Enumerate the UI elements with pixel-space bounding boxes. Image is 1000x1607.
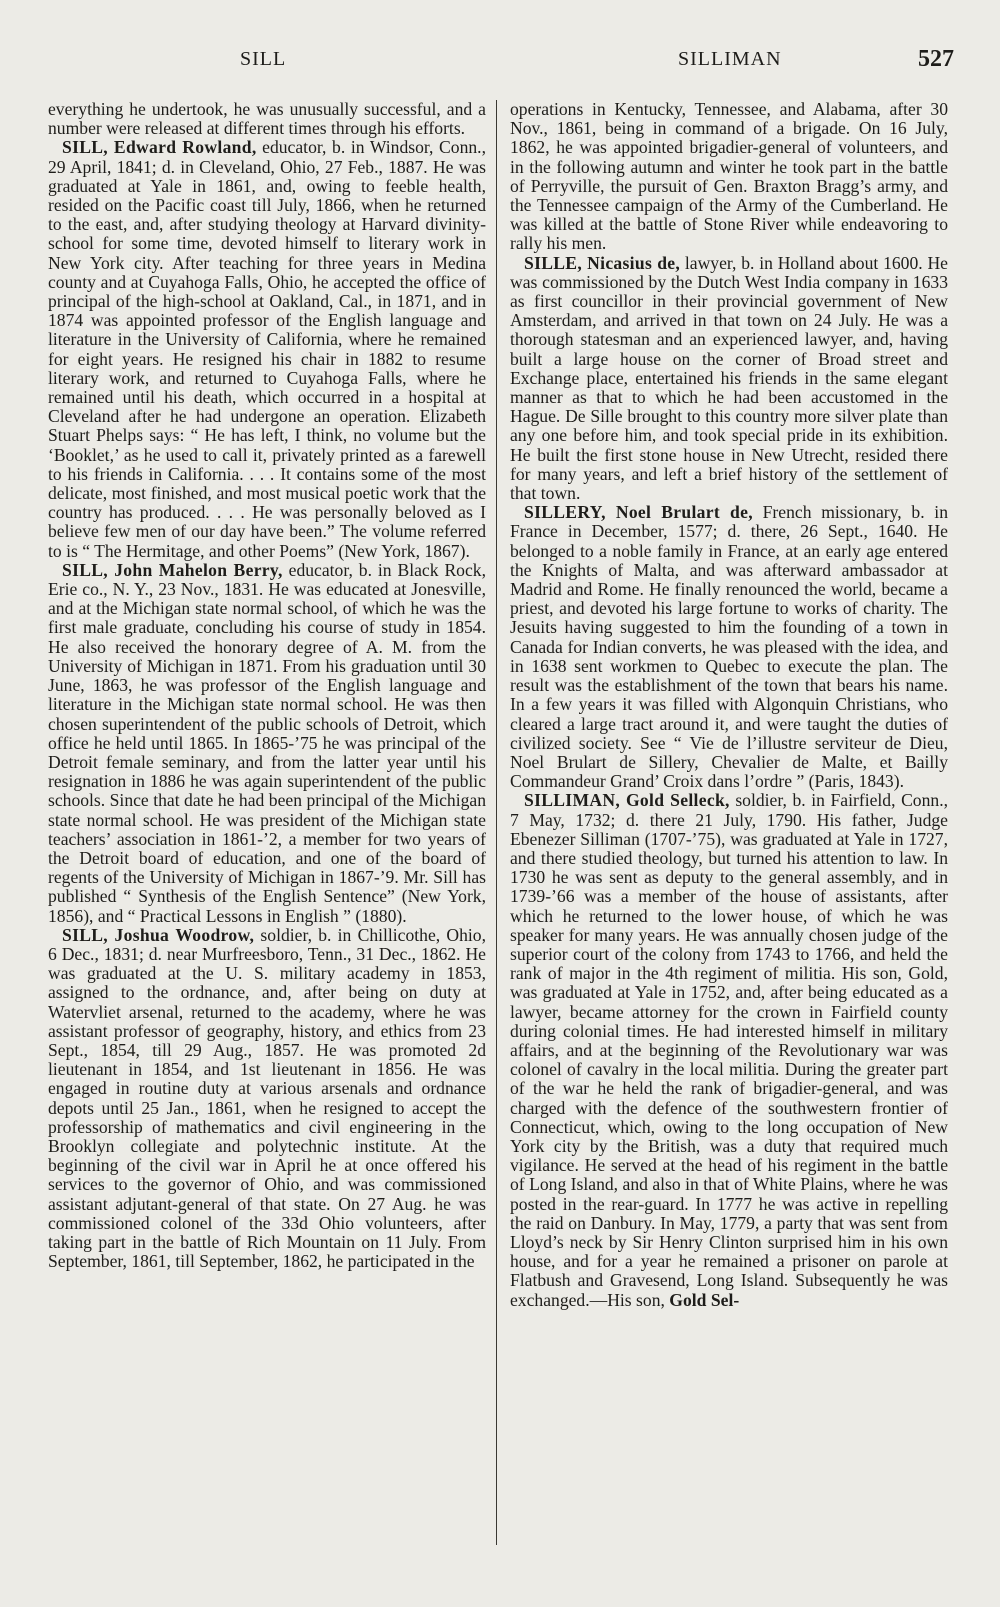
right-column <box>510 100 948 1310</box>
entry-headword: SILLE, Nicasius de, <box>524 252 681 273</box>
running-head-left: SILL <box>240 48 287 70</box>
entry-text: soldier, b. in Chillicothe, Ohio, 6 Dec., 1831; d. near Murfreesboro, Tenn., 31 Dec., 1862. He was graduated at the U. S. military academy in 1853, assigned to the ordnance, and, after being on duty at Watervliet arsenal, returned to the academy, where he was assistant professor of geography, history, and ethics from 23 Sept., 1854, till 29 Aug., 1857. He was promoted 2d lieutenant in 1854, and 1st lieutenant in 1856. He was engaged in routine duty at various arsenals and ordnance depots until 25 Jan., 1861, when he resigned to accept the professorship of mathematics and civil engineering in the Brooklyn collegiate and polytechnic institute. At the beginning of the civil war in April he at once offered his services to the governor of Ohio, and was commissioned assistant adjutant-general of that state. On 27 Aug. he was commissioned colonel of the 33d Ohio volunteers, after taking part in the battle of Rich Mountain on 11 July. From September, 1861, till September, 1862, he participated in the <box>48 924 486 1272</box>
left-column <box>48 100 486 1271</box>
entry-continuation <box>48 100 486 138</box>
entry-text: soldier, b. in Fairfield, Conn., 7 May, 1732; d. there 21 July, 1790. His father, Judge Ebenezer Silliman (1707-’75), was graduated at Yale in 1727, and there studied theology, but turned his attention to law. In 1730 he was sent as deputy to the general assembly, and in 1739-’66 was a member of the house of assistants, after which he returned to the lower house, of which he was speaker for many years. He was annually chosen judge of the superior court of the colony from 1743 to 1766, and held the rank of major in the 4th regiment of militia. His son, Gold, was graduated at Yale in 1752, and, after being educated as a lawyer, became attorney for the crown in Fairfield county during colonial times. He had interested himself in military affairs, and at the beginning of the Revolutionary war was colonel of cavalry in the local militia. During the greater part of the war he held the rank of brigadier-general, and was charged with the defence of the southwestern frontier of Connecticut, which, owing to the long occupation of New York city by the British, was a duty that required much vigilance. He served at the head of his regiment in the battle of Long Island, and also in that of White Plains, where he was posted in the rear-guard. In 1777 he was active in repelling the raid on Danbury. In May, 1779, a party that was sent from Lloyd’s neck by Sir Henry Clinton surprised him in his own house, and for a year he remained a prisoner on parole at Flatbush and Gravesend, Long Island. Subsequently he was exchanged.—His son, <box>510 790 948 1310</box>
running-head <box>0 48 1000 78</box>
entry-headword: SILL, John Mahelon Berry, <box>62 559 283 580</box>
entry-text: lawyer, b. in Holland about 1600. He was commissioned by the Dutch West India company in 1633 as first councillor in their provincial government of New Amsterdam, and arrived in that town on 24 July. He was a thorough statesman and an experienced lawyer, and, having built a large house on the corner of Broad street and Exchange place, entertained his friends in the same elegant manner as that to which he had been accustomed in the Hague. De Sille brought to this country more silver plate than any one before him, and took special pride in its exhibition. He built the first stone house in New Utrecht, resided there for many years, and left a brief history of the settlement of that town. <box>510 252 948 504</box>
entry-headword: SILLERY, Noel Brulart de, <box>524 502 753 523</box>
page-number: 527 <box>918 46 954 72</box>
entry <box>510 791 948 1309</box>
entry-headword: SILLIMAN, Gold Selleck, <box>524 790 730 811</box>
entry-trailing-headword: Gold Sel- <box>669 1289 740 1310</box>
entry-text: operations in Kentucky, Tennessee, and Alabama, after 30 Nov., 1861, being in command of a brigade. On 16 July, 1862, he was appointed brigadier-general of volunteers, and in the following autumn and winter he took part in the battle of Perryville, the pursuit of Gen. Braxton Bragg’s army, and the Tennessee campaign of the Army of the Cumberland. He was killed at the battle of Stone River while endeavoring to rally his men. <box>510 99 948 254</box>
entry <box>48 138 486 560</box>
entry <box>48 561 486 926</box>
entry-continuation <box>510 100 948 254</box>
entry <box>510 254 948 504</box>
entry-text: everything he undertook, he was unusually successful, and a number were released at different times through his efforts. <box>48 99 486 139</box>
entry-text: French missionary, b. in France in December, 1577; d. there, 26 Sept., 1640. He belonged to a noble family in France, at an early age entered the Knights of Malta, and was afterward ambassador at Madrid and Rome. He finally renounced the world, became a priest, and devoted his large fortune to works of charity. The Jesuits having suggested to him the founding of a town in Canada for Indian converts, he was pleased with the idea, and in 1638 sent workmen to Quebec to execute the plan. The result was the establishment of the town that bears his name. In a few years it was filled with Algonquin Christians, who cleared a large tract around it, and were taught the duties of civilized society. See “ Vie de l’illustre serviteur de Dieu, Noel Brulart de Sillery, Chevalier de Malte, et Bailly Commandeur Grand’ Croix dans l’ordre ” (Paris, 1843). <box>510 502 948 792</box>
column-divider <box>496 100 497 1545</box>
entry-text: educator, b. in Black Rock, Erie co., N. Y., 23 Nov., 1831. He was educated at Jonesville, and at the Michigan state normal school, of which he was the first male graduate, concluding his course of study in 1854. He also received the honorary degree of A. M. from the University of Michigan in 1871. From his graduation until 30 June, 1863, he was professor of the English language and literature in the Michigan state normal school. He was then chosen superintendent of the public schools of Detroit, which office he held until 1865. In 1865-’75 he was principal of the Detroit female seminary, and from the latter year until his resignation in 1886 he was again superintendent of the public schools. Since that date he had been principal of the Michigan state normal school. He was president of the Michigan state teachers’ association in 1861-’2, a member for two years of the Detroit board of education, and one of the board of regents of the University of Michigan in 1867-’9. Mr. Sill has published “ Synthesis of the English Sentence” (New York, 1856), and “ Practical Lessons in English ” (1880). <box>48 559 486 926</box>
entry-text: educator, b. in Windsor, Conn., 29 April, 1841; d. in Cleveland, Ohio, 27 Feb., 1887. He was graduated at Yale in 1861, and, owing to feeble health, resided on the Pacific coast till July, 1866, when he returned to the east, and, after studying theology at Harvard divinity-school for some time, devoted himself to literary work in New York city. After teaching for three years in Medina county and at Cuyahoga Falls, Ohio, he accepted the office of principal of the high-school at Oakland, Cal., in 1871, and in 1874 was appointed professor of the English language and literature in the University of California, where he remained for eight years. He resigned his chair in 1882 to resume literary work, and returned to Cuyahoga Falls, where he remained until his death, which occurred in a hospital at Cleveland after he had undergone an operation. Elizabeth Stuart Phelps says: “ He has left, I think, no volume but the ‘Booklet,’ as he used to call it, privately printed as a farewell to his friends in California. . . . It contains some of the most delicate, most finished, and most musical poetic work that the country has produced. . . . He was personally beloved as I believe few men of our day have been.” The volume referred to is “ The Hermitage, and other Poems” (New York, 1867). <box>48 137 486 561</box>
entry-headword: SILL, Joshua Woodrow, <box>62 924 255 945</box>
entry <box>510 503 948 791</box>
entry-headword: SILL, Edward Rowland, <box>62 137 257 158</box>
running-head-center: SILLIMAN <box>678 48 782 70</box>
entry <box>48 926 486 1272</box>
